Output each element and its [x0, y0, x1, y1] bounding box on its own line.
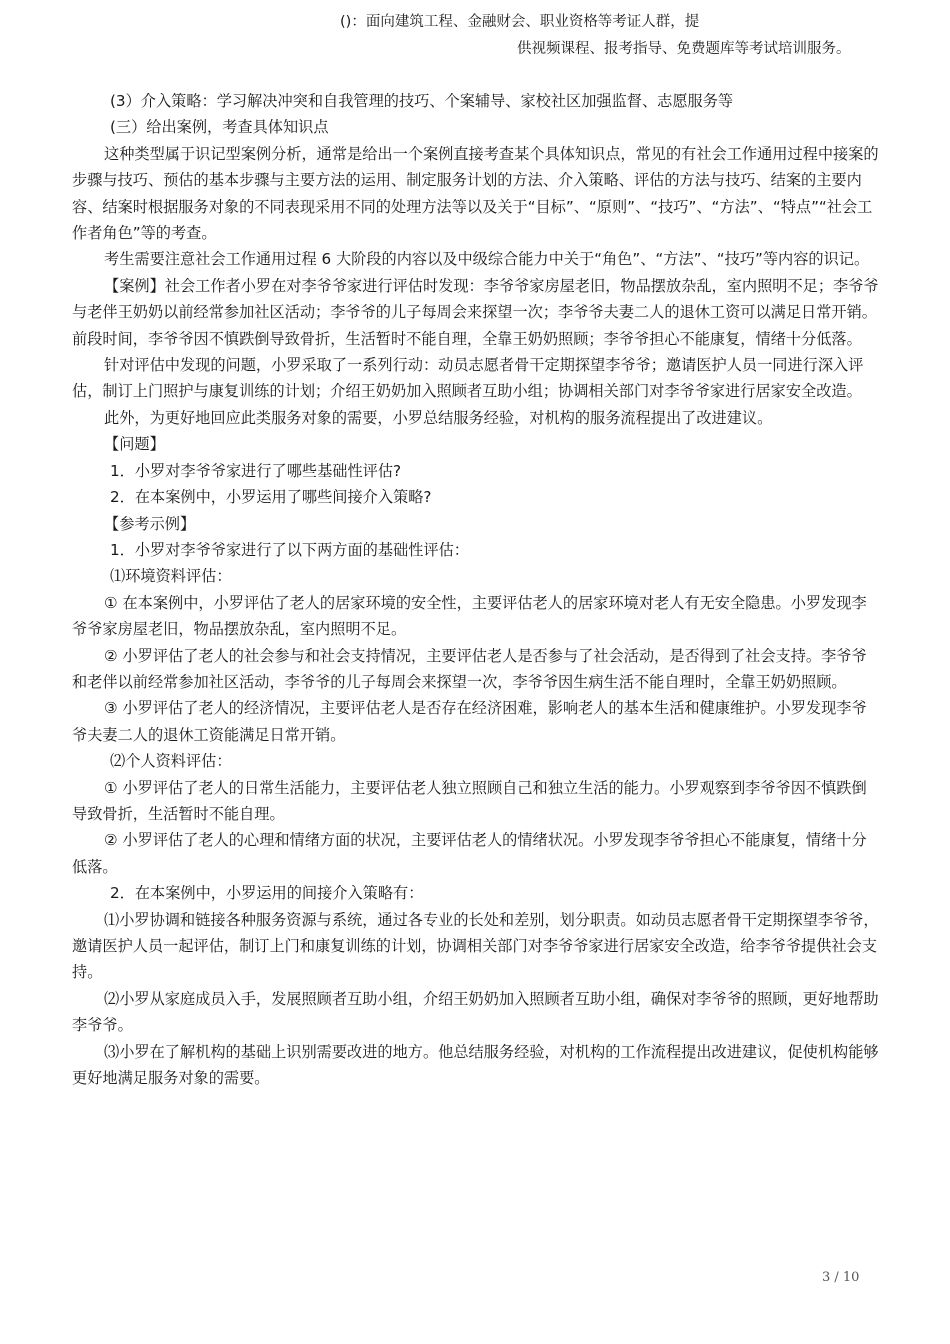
paragraph: ⑶小罗在了解机构的基础上识别需要改进的地方。他总结服务经验，对机构的工作流程提出改进建议，促使机构能够更好地满足服务对象的需要。 [72, 1042, 879, 1088]
paragraph: 此外，为更好地回应此类服务对象的需要，小罗总结服务经验，对机构的服务流程提出了改进建议。 [104, 408, 773, 427]
paragraph: ① 在本案例中，小罗评估了老人的居家环境的安全性，主要评估老人的居家环境对老人有无安全隐患。小罗发现李爷爷家房屋老旧，物品摆放杂乱，室内照明不足。 [72, 593, 867, 639]
document-body [72, 88, 880, 1091]
answer-heading: 【参考示例】 [104, 514, 196, 533]
question-heading: 【问题】 [104, 435, 165, 454]
paragraph: ② 小罗评估了老人的心理和情绪方面的状况，主要评估老人的情绪状况。小罗发现李爷爷担心不能康复，情绪十分低落。 [72, 831, 867, 876]
paragraph: ⑵小罗从家庭成员入手，发展照顾者互助小组，介绍王奶奶加入照顾者互助小组，确保对李爷爷的照顾，更好地帮助李爷爷。 [72, 989, 879, 1035]
paragraph: 针对评估中发现的问题，小罗采取了一系列行动：动员志愿者骨干定期探望李爷爷；邀请医护人员一同进行深入评估，制订上门照护与康复训练的计划；介绍王奶奶加入照顾者互助小组；协调相关部门对李爷爷家进行居家安全改造。 [72, 356, 864, 401]
paragraph: ⑴小罗协调和链接各种服务资源与系统，通过各专业的长处和差别，划分职责。如动员志愿者骨干定期探望李爷爷，邀请医护人员一起评估，制订上门和康复训练的计划，协调相关部门对李爷爷家进行居家安全改造，给李爷爷提供社会支持。 [72, 910, 879, 982]
answer-item: 1．小罗对李爷爷家进行了以下两方面的基础性评估： [110, 540, 469, 559]
paragraph: 考生需要注意社会工作通用过程 6 大阶段的内容以及中级综合能力中关于“角色”、“方法”、“技巧”等内容的识记。 [104, 250, 870, 269]
paragraph: 这种类型属于识记型案例分析，通常是给出一个案例直接考查某个具体知识点，常见的有社会工作通用过程中接案的步骤与技巧、预估的基本步骤与主要方法的运用、制定服务计划的方法、介入策略、评估的方法与技巧、结案的主要内容、结案时根据服务对象的不同表现采用不同的处理方法等以及关于“目标”、“原则”、“技巧”、“方法”、“特点”“社会工作者角色”等的考查。 [72, 144, 879, 243]
question-item: 1．小罗对李爷爷家进行了哪些基础性评估? [110, 461, 402, 480]
paragraph: ③ 小罗评估了老人的经济情况，主要评估老人是否存在经济困难，影响老人的基本生活和健康维护。小罗发现李爷爷夫妻二人的退休工资能满足日常开销。 [72, 699, 867, 744]
page-number: 3 / 10 [822, 1270, 860, 1285]
sub-heading: ⑴环境资料评估： [110, 567, 232, 586]
answer-item: 2．在本案例中，小罗运用的间接介入策略有： [110, 884, 424, 903]
sub-heading: ⑵个人资料评估： [110, 752, 232, 771]
header-line-1: ()：面向建筑工程、金融财会、职业资格等考证人群，提 [340, 14, 700, 30]
paragraph: ① 小罗评估了老人的日常生活能力，主要评估老人独立照顾自己和独立生活的能力。小罗观察到李爷爷因不慎跌倒导致骨折，生活暂时不能自理。 [72, 778, 867, 823]
paragraph: ② 小罗评估了老人的社会参与和社会支持情况，主要评估老人是否参与了社会活动，是否得到了社会支持。李爷爷和老伴以前经常参加社区活动，李爷爷的儿子每周会来探望一次，李爷爷因生病生活不能自理时，全靠王奶奶照顾。 [72, 646, 867, 691]
case-paragraph: 【案例】社会工作者小罗在对李爷爷家进行评估时发现：李爷爷家房屋老旧，物品摆放杂乱，室内照明不足；李爷爷与老伴王奶奶以前经常参加社区活动；李爷爷的儿子每周会来探望一次；李爷爷夫妻二人的退休工资可以满足日常开销。前段时间，李爷爷因不慎跌倒导致骨折，生活暂时不能自理，全靠王奶奶照顾；李爷爷担心不能康复，情绪十分低落。 [72, 276, 879, 348]
question-item: 2．在本案例中，小罗运用了哪些间接介入策略? [110, 488, 432, 507]
strategy-line: (3）介入策略：学习解决冲突和自我管理的技巧、个案辅导、家校社区加强监督、志愿服务等 [110, 92, 734, 110]
header-line-2: 供视频课程、报考指导、免费题库等考试培训服务。 [517, 41, 851, 57]
section-heading: (三）给出案例，考查具体知识点 [110, 118, 329, 137]
